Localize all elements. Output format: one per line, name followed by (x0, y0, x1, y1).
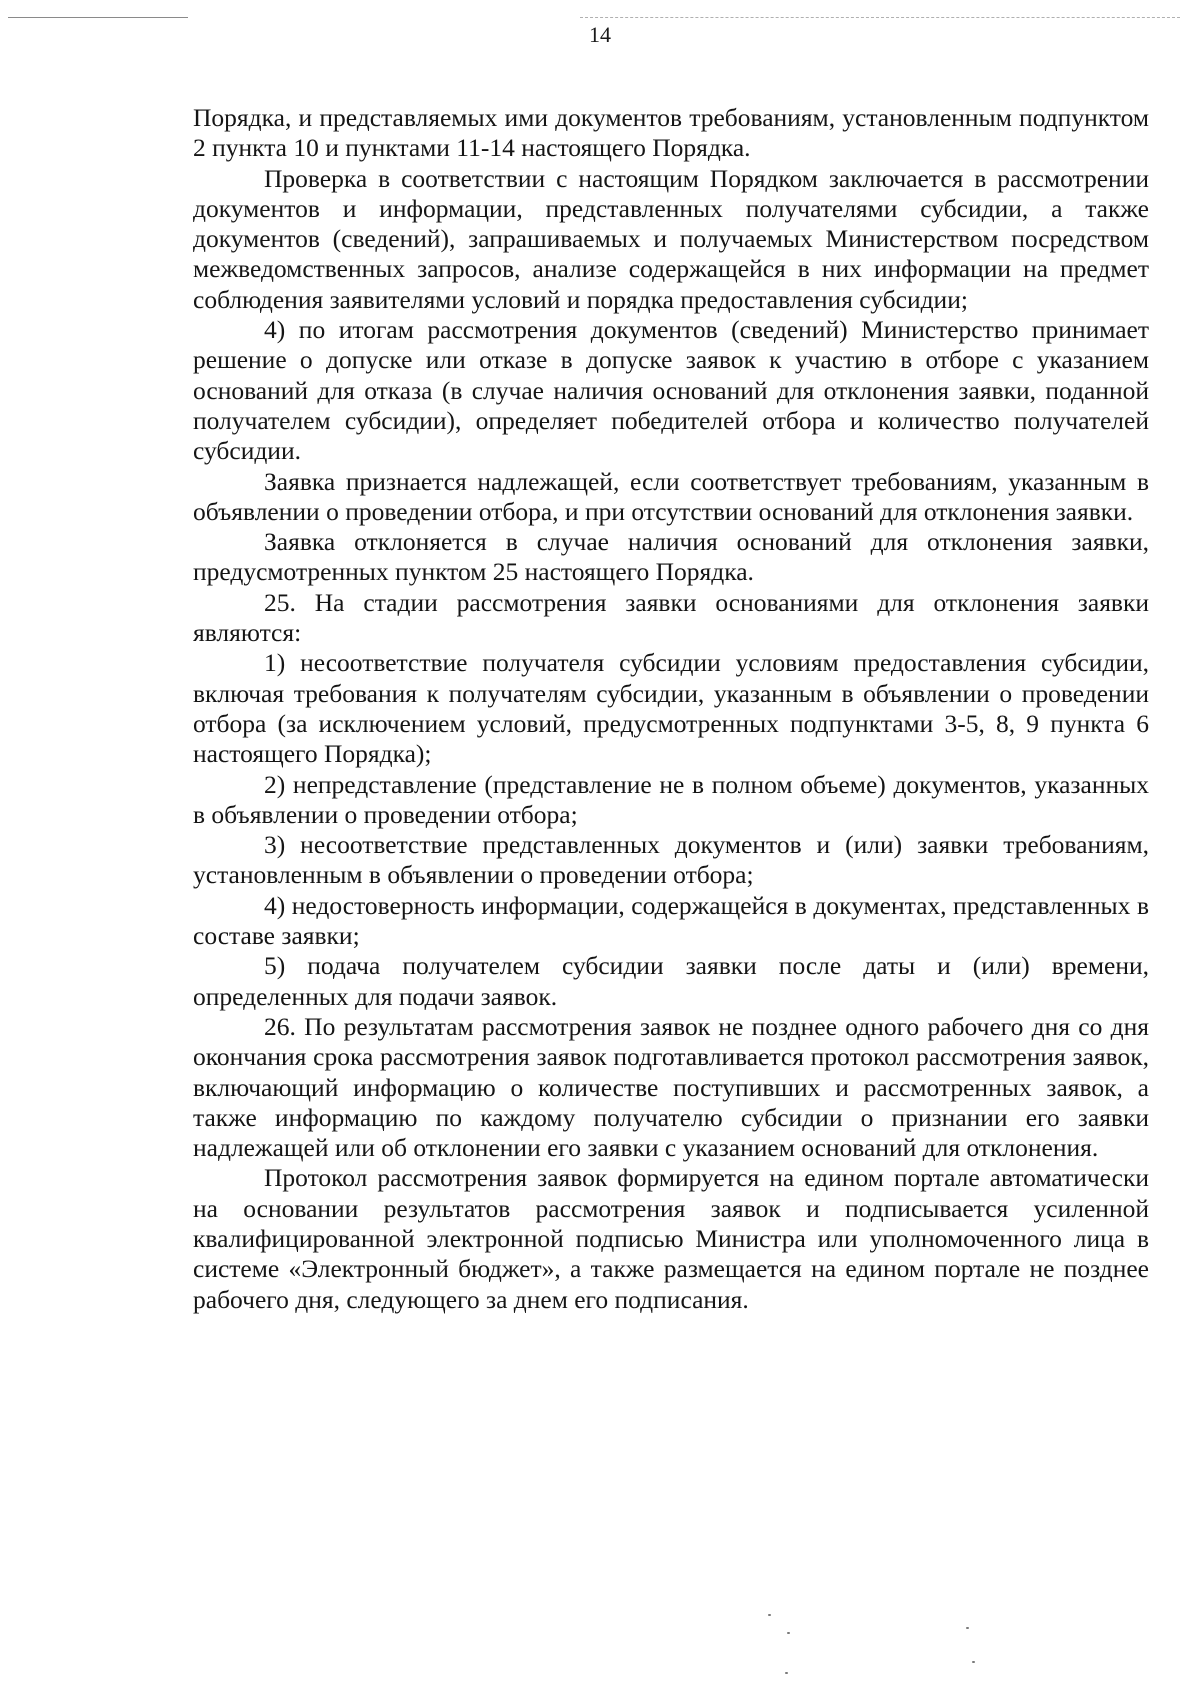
document-body (193, 103, 1149, 1315)
paragraph: Проверка в соответствии с настоящим Порядком заключается в рассмотрении документов и информации, представленных получателями субсидии, а также документов (сведений), запрашиваемых и получаемых Министерством посредством межведомственных запросов, анализе содержащейся в них информации на предмет соблюдения заявителями условий и порядка предоставления субсидии; (193, 163, 1149, 314)
scan-speck (972, 1661, 975, 1663)
scan-artifact-line (8, 17, 188, 18)
paragraph: Порядка, и представляемых ими документов требованиям, установленным подпунктом 2 пункта 10 и пунктами 11-14 настоящего Порядка. (193, 103, 1149, 163)
paragraph: 2) непредставление (представление не в полном объеме) документов, указанных в объявлении о проведении отбора; (193, 769, 1149, 829)
scan-speck (966, 1627, 969, 1629)
paragraph: Заявка отклоняется в случае наличия оснований для отклонения заявки, предусмотренных пунктом 25 настоящего Порядка. (193, 527, 1149, 587)
paragraph: 4) недостоверность информации, содержащейся в документах, представленных в составе заявки; (193, 890, 1149, 951)
scan-speck (768, 1614, 771, 1616)
scan-speck (785, 1672, 788, 1674)
page-number: 14 (589, 22, 611, 47)
paragraph: 25. На стадии рассмотрения заявки основаниями для отклонения заявки являются: (193, 587, 1149, 648)
scan-artifact-line (580, 17, 1180, 18)
paragraph: 4) по итогам рассмотрения документов (сведений) Министерство принимает решение о допуске или отказе в допуске заявок к участию в отборе с указанием оснований для отказа (в случае наличия оснований для отклонения заявки, поданной получателем субсидии), определяет победителей отбора и количество получателей субсидии. (193, 315, 1149, 466)
paragraph: 3) несоответствие представленных документов и (или) заявки требованиям, установленным в объявлении о проведении отбора; (193, 830, 1149, 890)
paragraph: 1) несоответствие получателя субсидии условиям предоставления субсидии, включая требования к получателям субсидии, указанным в объявлении о проведении отбора (за исключением условий, предусмотренных подпунктами 3-5, 8, 9 пункта 6 настоящего Порядка); (193, 648, 1149, 769)
paragraph: Протокол рассмотрения заявок формируется на едином портале автоматически на основании результатов рассмотрения заявок и подписывается усиленной квалифицированной электронной подписью Министра или уполномоченного лица в системе «Электронный бюджет», а также размещается на едином портале не позднее рабочего дня, следующего за днем его подписания. (193, 1163, 1149, 1314)
scan-speck (787, 1632, 790, 1634)
paragraph: 26. По результатам рассмотрения заявок не позднее одного рабочего дня со дня окончания срока рассмотрения заявок подготавливается протокол рассмотрения заявок, включающий информацию о количестве поступивших и рассмотренных заявок, а также информацию по каждому получателю субсидии о признании его заявки надлежащей или об отклонении его заявки с указанием оснований для отклонения. (193, 1011, 1149, 1163)
paragraph: Заявка признается надлежащей, если соответствует требованиям, указанным в объявлении о проведении отбора, и при отсутствии оснований для отклонения заявки. (193, 466, 1149, 526)
paragraph: 5) подача получателем субсидии заявки после даты и (или) времени, определенных для подачи заявок. (193, 951, 1149, 1011)
